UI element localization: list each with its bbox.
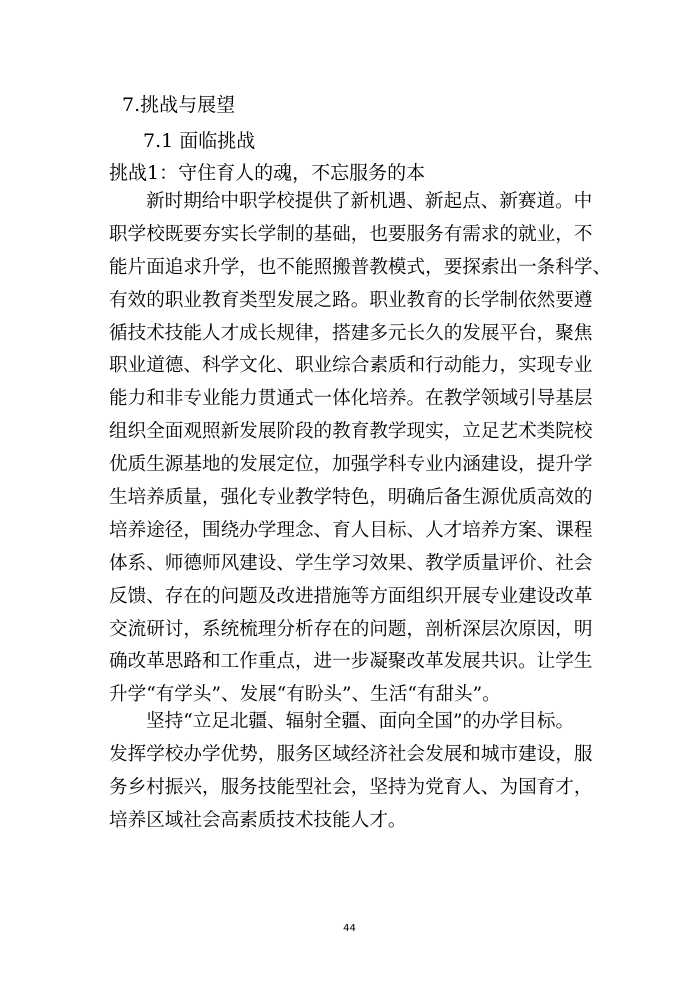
paragraph-line: 反馈、存在的问题及改进措施等方面组织开展专业建设改革: [109, 585, 593, 607]
paragraph-line: 培养区域社会高素质技术技能人才。: [109, 809, 407, 831]
paragraph-line: 确改革思路和工作重点，进一步凝聚改革发展共识。让学生: [109, 651, 593, 673]
paragraph-line: 有效的职业教育类型发展之路。职业教育的长学制依然要遵: [109, 289, 593, 311]
paragraph-line: 新时期给中职学校提供了新机遇、新起点、新赛道。中: [146, 191, 593, 212]
paragraph-line: 职业道德、科学文化、职业综合素质和行动能力，实现专业: [109, 355, 593, 377]
paragraph-line: 坚持“立足北疆、辐射全疆、面向全国”的办学目标。: [146, 711, 575, 732]
section-heading: 7.挑战与展望: [122, 94, 236, 116]
paragraph-line: 循技术技能人才成长规律，搭建多元长久的发展平台，聚焦: [109, 322, 593, 344]
paragraph-line: 交流研讨，系统梳理分析存在的问题，剖析深层次原因，明: [109, 618, 593, 640]
paragraph-line: 能力和非专业能力贯通式一体化培养。在教学领域引导基层: [109, 388, 593, 410]
paragraph-line: 务乡村振兴，服务技能型社会，坚持为党育人、为国育才，: [109, 776, 593, 798]
paragraph-1: [109, 186, 612, 712]
paragraph-line: 优质生源基地的发展定位，加强学科专业内涵建设，提升学: [109, 454, 593, 476]
paragraph-line: 组织全面观照新发展阶段的教育教学现实，立足艺术类院校: [109, 421, 593, 443]
challenge-heading: 挑战1：守住育人的魂，不忘服务的本: [109, 162, 426, 184]
page-number: 44: [343, 923, 356, 934]
paragraph-2: [109, 706, 609, 838]
paragraph-line: 发挥学校办学优势，服务区域经济社会发展和城市建设，服: [109, 743, 593, 765]
paragraph-line: 职学校既要夯实长学制的基础，也要服务有需求的就业，不: [109, 223, 593, 245]
paragraph-line: 培养途径，围绕办学理念、育人目标、人才培养方案、课程: [109, 519, 593, 541]
paragraph-line: 体系、师德师风建设、学生学习效果、教学质量评价、社会: [109, 552, 593, 574]
paragraph-line: 升学“有学头”、发展“有盼头”、生活“有甜头”。: [109, 684, 501, 706]
paragraph-line: 生培养质量，强化专业教学特色，明确后备生源优质高效的: [109, 487, 593, 509]
subsection-heading: 7.1 面临挑战: [143, 130, 256, 152]
paragraph-line: 能片面追求升学，也不能照搬普教模式，要探索出一条科学、: [109, 256, 612, 278]
